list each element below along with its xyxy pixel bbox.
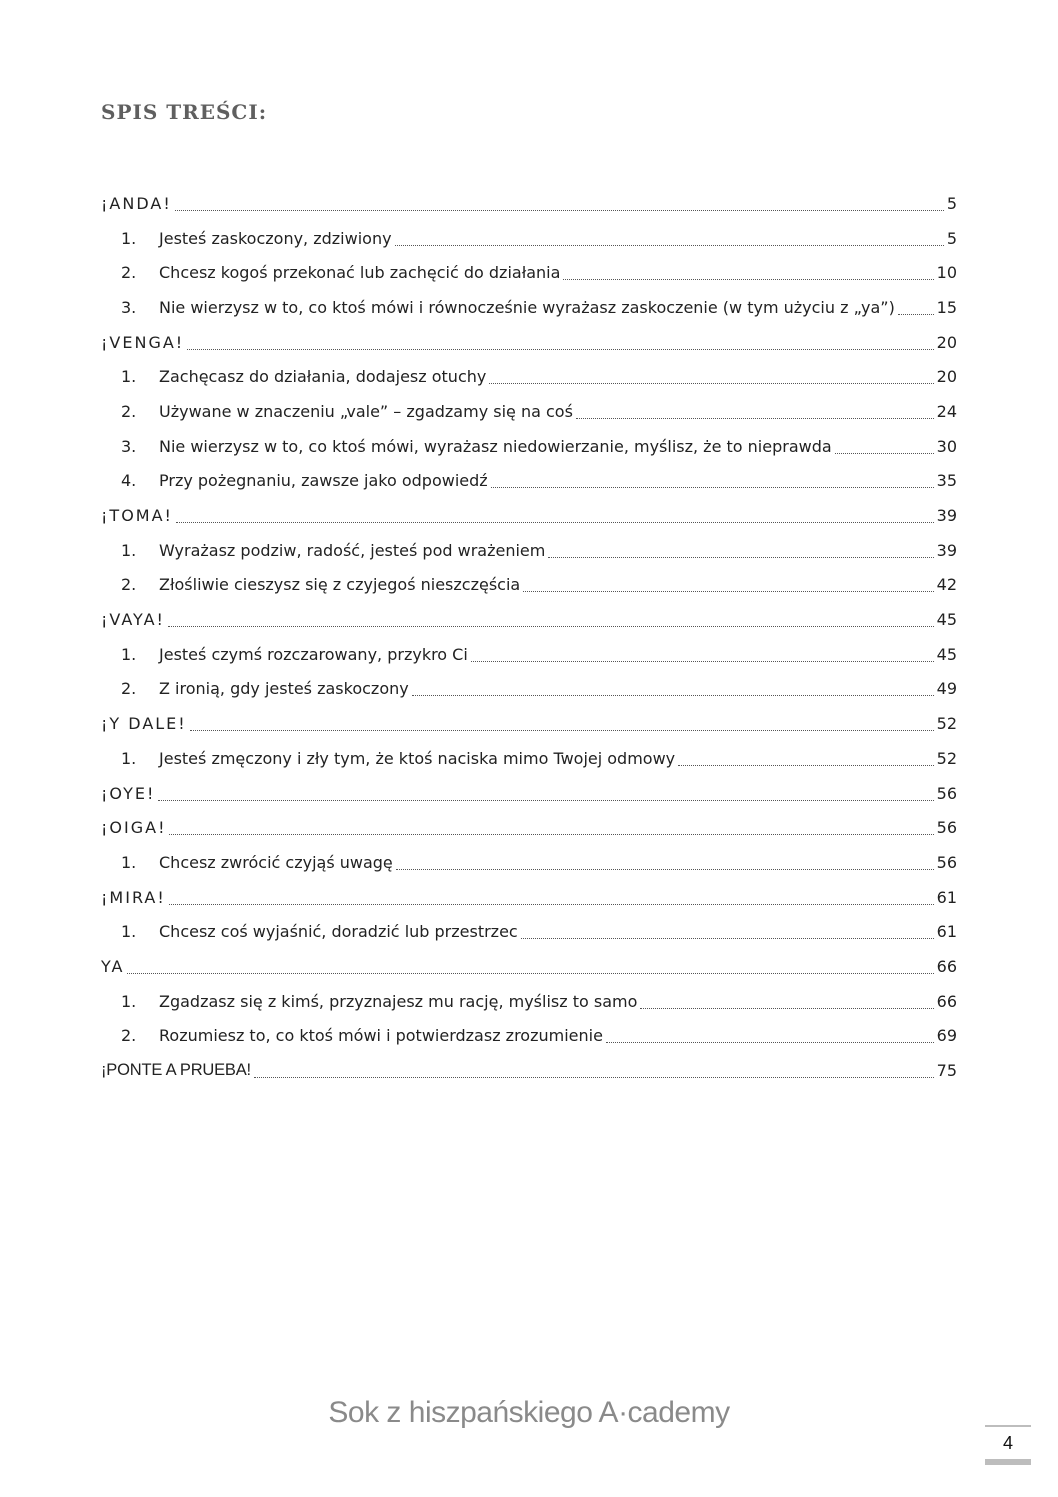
toc-entry-label: Nie wierzysz w to, co ktoś mówi, wyrażasz niedowierzanie, myślisz, że to nieprawda: [159, 436, 832, 456]
toc-entry-number: 1.: [121, 228, 137, 248]
toc-page-number: 20: [936, 332, 957, 352]
page-number-box: [985, 1425, 1031, 1465]
toc-page-number: 56: [936, 852, 957, 872]
toc-entry-label: Jesteś czymś rozczarowany, przykro Ci: [159, 644, 468, 664]
toc-subentry[interactable]: [101, 741, 957, 776]
toc-dot-leader: [563, 279, 933, 280]
toc-chapter-entry[interactable]: [101, 325, 957, 360]
toc-subentry[interactable]: [101, 359, 957, 394]
toc-subentry[interactable]: [101, 255, 957, 290]
toc-page-number: 15: [936, 297, 957, 317]
toc-entry-number: 1.: [121, 852, 137, 872]
toc-entry-number: 2.: [121, 679, 137, 699]
toc-subentry[interactable]: [101, 533, 957, 568]
toc-entry-number: 2.: [121, 1026, 137, 1046]
toc-entry-label: ¡VAYA!: [101, 610, 165, 630]
toc-dot-leader: [176, 522, 934, 523]
toc-entry-label: ¡MIRA!: [101, 887, 166, 907]
toc-entry-number: 1.: [121, 922, 137, 942]
toc-dot-leader: [169, 834, 933, 835]
toc-dot-leader: [158, 800, 933, 801]
toc-entry-label: Przy pożegnaniu, zawsze jako odpowiedź: [159, 471, 488, 491]
toc-page-number: 45: [936, 644, 957, 664]
toc-entry-label: Złośliwie cieszysz się z czyjegoś nieszczęścia: [159, 575, 521, 595]
toc-entry-label: ¡Y DALE!: [101, 714, 187, 734]
toc-entry-label: Chcesz zwrócić czyjąś uwagę: [159, 852, 393, 872]
toc-entry-label: ¡PONTE A PRUEBA!: [101, 1061, 251, 1080]
toc-page-number: 45: [936, 610, 957, 630]
toc-subentry[interactable]: [101, 672, 957, 707]
toc-entry-label: Z ironią, gdy jesteś zaskoczony: [159, 679, 409, 699]
toc-subentry[interactable]: [101, 568, 957, 603]
toc-subentry[interactable]: [101, 221, 957, 256]
toc-chapter-entry[interactable]: [101, 706, 957, 741]
toc-dot-leader: [175, 210, 944, 211]
toc-page-number: 56: [936, 783, 957, 803]
toc-entry-label: Wyrażasz podziw, radość, jesteś pod wrażeniem: [159, 540, 546, 560]
toc-subentry[interactable]: [101, 1019, 957, 1054]
toc-dot-leader: [523, 591, 933, 592]
toc-dot-leader: [127, 973, 933, 974]
toc-subentry[interactable]: [101, 394, 957, 429]
toc-page-number: 69: [936, 1026, 957, 1046]
toc-dot-leader: [548, 557, 933, 558]
toc-dot-leader: [169, 904, 934, 905]
toc-dot-leader: [412, 695, 934, 696]
toc-page-number: 66: [936, 956, 957, 976]
toc-entry-number: 1.: [121, 644, 137, 664]
toc-page-number: 52: [936, 748, 957, 768]
toc-page-number: 42: [936, 575, 957, 595]
toc-entry-number: 3.: [121, 436, 137, 456]
toc-chapter-entry[interactable]: [101, 949, 957, 984]
toc-dot-leader: [835, 453, 934, 454]
toc-entry-label: ¡VENGA!: [101, 332, 185, 352]
toc-entry-label: Jesteś zaskoczony, zdziwiony: [159, 228, 392, 248]
toc-subentry[interactable]: [101, 464, 957, 499]
toc-chapter-entry[interactable]: [101, 498, 957, 533]
table-of-contents: [101, 186, 957, 1088]
toc-dot-leader: [898, 314, 934, 315]
toc-subentry[interactable]: [101, 429, 957, 464]
toc-dot-leader: [489, 383, 933, 384]
toc-page-number: 61: [936, 887, 957, 907]
toc-page-number: 35: [936, 471, 957, 491]
toc-subentry[interactable]: [101, 290, 957, 325]
toc-dot-leader: [168, 626, 934, 627]
toc-entry-label: Rozumiesz to, co ktoś mówi i potwierdzasz zrozumienie: [159, 1026, 603, 1046]
toc-entry-number: 1.: [121, 748, 137, 768]
toc-dot-leader: [521, 938, 934, 939]
toc-chapter-entry[interactable]: [101, 1053, 957, 1088]
toc-subentry[interactable]: [101, 845, 957, 880]
toc-entry-number: 1.: [121, 991, 137, 1011]
toc-page-number: 56: [936, 818, 957, 838]
toc-page-number: 30: [936, 436, 957, 456]
toc-entry-label: Używane w znaczeniu „vale” – zgadzamy się na coś: [159, 401, 573, 421]
toc-page-number: 24: [936, 401, 957, 421]
toc-page-number: 39: [936, 506, 957, 526]
toc-dot-leader: [187, 349, 933, 350]
toc-dot-leader: [395, 245, 944, 246]
page-title: SPIS TREŚCI:: [101, 100, 268, 124]
toc-page-number: 75: [936, 1061, 957, 1081]
toc-chapter-entry[interactable]: [101, 776, 957, 811]
toc-entry-number: 1.: [121, 540, 137, 560]
toc-chapter-entry[interactable]: [101, 880, 957, 915]
toc-entry-label: ¡ANDA!: [101, 193, 172, 213]
toc-page-number: 20: [936, 367, 957, 387]
toc-entry-number: 2.: [121, 263, 137, 283]
toc-dot-leader: [471, 661, 934, 662]
toc-dot-leader: [491, 487, 934, 488]
page-number: 4: [1002, 1432, 1013, 1453]
toc-entry-number: 4.: [121, 471, 137, 491]
toc-entry-label: Chcesz coś wyjaśnić, doradzić lub przestrzec: [159, 922, 518, 942]
toc-entry-label: Zachęcasz do działania, dodajesz otuchy: [159, 367, 487, 387]
toc-entry-label: ¡TOMA!: [101, 506, 173, 526]
toc-dot-leader: [190, 730, 934, 731]
toc-page-number: 39: [936, 540, 957, 560]
toc-entry-label: YA: [101, 956, 125, 976]
toc-dot-leader: [254, 1077, 934, 1078]
toc-entry-number: 2.: [121, 575, 137, 595]
toc-chapter-entry[interactable]: [101, 186, 957, 221]
toc-chapter-entry[interactable]: [101, 810, 957, 845]
toc-subentry[interactable]: [101, 984, 957, 1019]
toc-page-number: 10: [936, 263, 957, 283]
toc-entry-label: Chcesz kogoś przekonać lub zachęcić do działania: [159, 263, 561, 283]
toc-page-number: 66: [936, 991, 957, 1011]
toc-page-number: 5: [946, 193, 957, 213]
toc-entry-label: ¡OYE!: [101, 783, 156, 803]
toc-entry-number: 3.: [121, 297, 137, 317]
toc-page-number: 5: [946, 228, 957, 248]
toc-page-number: 49: [936, 679, 957, 699]
toc-dot-leader: [576, 418, 934, 419]
toc-dot-leader: [678, 765, 934, 766]
toc-entry-number: 2.: [121, 401, 137, 421]
toc-entry-label: ¡OIGA!: [101, 818, 167, 838]
toc-dot-leader: [640, 1008, 933, 1009]
toc-entry-number: 1.: [121, 367, 137, 387]
toc-page-number: 61: [936, 922, 957, 942]
toc-entry-label: Nie wierzysz w to, co ktoś mówi i równocześnie wyrażasz zaskoczenie (w tym użyciu z „ya”): [159, 297, 895, 317]
footer-brand: Sok z hiszpańskiego A·cademy: [328, 1396, 730, 1429]
toc-subentry[interactable]: [101, 637, 957, 672]
toc-page-number: 52: [936, 714, 957, 734]
toc-dot-leader: [396, 869, 934, 870]
toc-dot-leader: [606, 1042, 934, 1043]
toc-entry-label: Jesteś zmęczony i zły tym, że ktoś naciska mimo Twojej odmowy: [159, 748, 676, 768]
toc-subentry[interactable]: [101, 914, 957, 949]
toc-chapter-entry[interactable]: [101, 602, 957, 637]
toc-entry-label: Zgadzasz się z kimś, przyznajesz mu rację, myślisz to samo: [159, 991, 638, 1011]
